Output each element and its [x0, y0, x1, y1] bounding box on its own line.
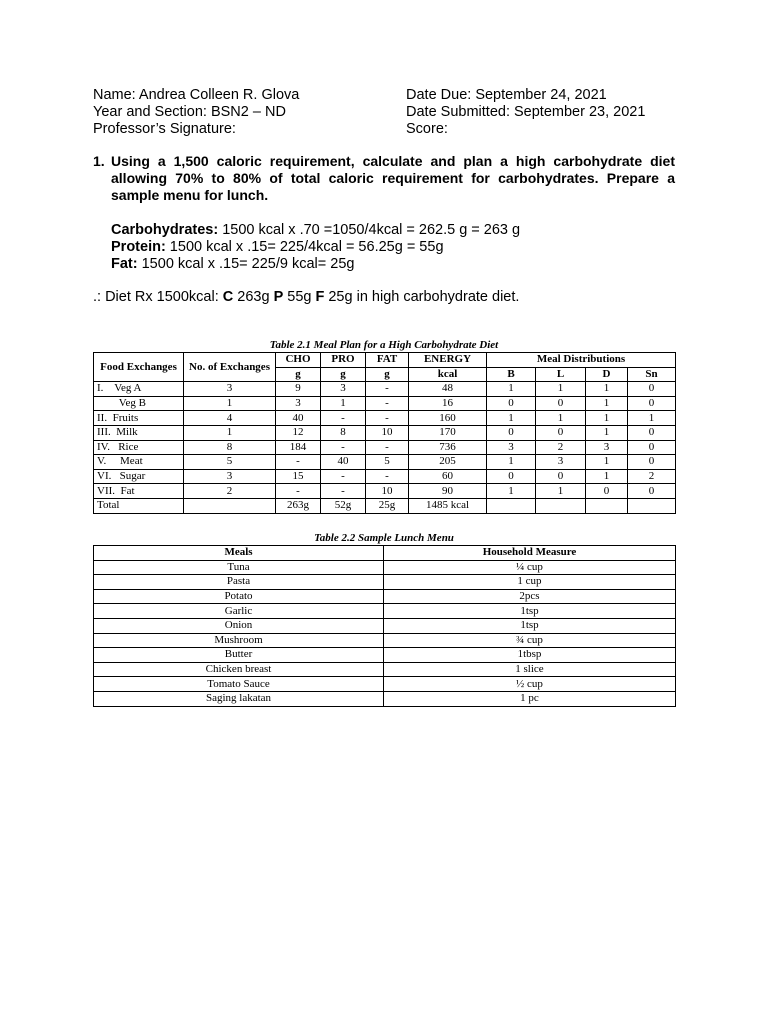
diet-rx-f-val: 25g in high carbohydrate diet. — [324, 289, 520, 305]
diet-rx-c-val: 263g — [233, 289, 274, 305]
cell-sn: 0 — [628, 484, 676, 499]
header-pro-unit: g — [321, 367, 366, 382]
cell-cho: 9 — [276, 382, 321, 397]
total-pro: 52g — [321, 498, 366, 513]
cell-energy: 90 — [409, 484, 487, 499]
cell-meal: Chicken breast — [94, 662, 384, 677]
cell-l: 0 — [536, 396, 586, 411]
year-section: Year and Section: BSN2 – ND — [93, 104, 286, 120]
table-row — [94, 484, 676, 499]
cell-meal: Butter — [94, 648, 384, 663]
diet-rx-p: P — [273, 289, 284, 305]
header-food-exchanges: Food Exchanges — [94, 353, 184, 382]
student-info — [93, 87, 299, 138]
header-l: L — [536, 367, 586, 382]
cell-pro: - — [321, 469, 366, 484]
header-pro: PRO — [321, 353, 366, 368]
header-household-measure: Household Measure — [384, 546, 676, 561]
cell-l: 2 — [536, 440, 586, 455]
cell-fat: - — [366, 382, 409, 397]
table1-caption: Table 2.1 Meal Plan for a High Carbohydrate Diet — [269, 339, 499, 351]
cell-measure: ½ cup — [384, 677, 676, 692]
cell-pro: 8 — [321, 425, 366, 440]
table-row — [94, 455, 676, 470]
header-fat: FAT — [366, 353, 409, 368]
student-name: Name: Andrea Colleen R. Glova — [93, 87, 300, 103]
score: Score: — [406, 121, 448, 137]
cell-no: 8 — [184, 440, 276, 455]
cell-meal: Mushroom — [94, 633, 384, 648]
cell-sn: 0 — [628, 425, 676, 440]
total-label: Total — [94, 498, 184, 513]
cell-pro: - — [321, 440, 366, 455]
cell-b: 0 — [487, 425, 536, 440]
cell-measure: 1 pc — [384, 691, 676, 706]
cell-cho: 15 — [276, 469, 321, 484]
cell-energy: 160 — [409, 411, 487, 426]
cell-pro: 40 — [321, 455, 366, 470]
cell-food: Veg B — [94, 396, 184, 411]
cell-sn: 0 — [628, 440, 676, 455]
cell-d: 1 — [586, 455, 628, 470]
carb-value: 1500 kcal x .70 =1050/4kcal = 262.5 g = 263 g — [218, 222, 521, 238]
cell-d: 1 — [586, 382, 628, 397]
diet-rx-c: C — [222, 289, 234, 305]
date-submitted: Date Submitted: September 23, 2021 — [406, 104, 646, 120]
header-sn: Sn — [628, 367, 676, 382]
cell-fat: 5 — [366, 455, 409, 470]
cell-fat: 10 — [366, 425, 409, 440]
cell-b: 1 — [487, 411, 536, 426]
cell-energy: 205 — [409, 455, 487, 470]
cell-no: 1 — [184, 396, 276, 411]
cell-l: 1 — [536, 484, 586, 499]
total-d — [586, 498, 628, 513]
cell-meal: Onion — [94, 618, 384, 633]
cell-b: 3 — [487, 440, 536, 455]
cell-food: VI. Sugar — [94, 469, 184, 484]
cell-food: II. Fruits — [94, 411, 184, 426]
header-b: B — [487, 367, 536, 382]
diet-rx-prefix: .: Diet Rx 1500kcal: — [93, 289, 223, 305]
table-row — [94, 425, 676, 440]
carb-label: Carbohydrates: — [111, 222, 219, 238]
cell-meal: Tomato Sauce — [94, 677, 384, 692]
cell-food: IV. Rice — [94, 440, 184, 455]
table-row — [94, 560, 676, 575]
total-l — [536, 498, 586, 513]
cell-d: 1 — [586, 411, 628, 426]
diet-rx-p-val: 55g — [283, 289, 316, 305]
table-row — [94, 618, 676, 633]
fat-calc — [111, 256, 520, 273]
question-number: 1. — [93, 153, 105, 169]
cell-b: 1 — [487, 484, 536, 499]
cell-cho: 3 — [276, 396, 321, 411]
cell-measure: 1tsp — [384, 604, 676, 619]
cell-pro: - — [321, 484, 366, 499]
total-fat: 25g — [366, 498, 409, 513]
table-row — [94, 589, 676, 604]
cell-measure: 2pcs — [384, 589, 676, 604]
cell-cho: 40 — [276, 411, 321, 426]
cell-food: VII. Fat — [94, 484, 184, 499]
cell-energy: 60 — [409, 469, 487, 484]
table-row — [94, 411, 676, 426]
cell-pro: 1 — [321, 396, 366, 411]
cell-d: 1 — [586, 425, 628, 440]
professor-signature: Professor’s Signature: — [93, 121, 236, 137]
meal-plan-table — [93, 352, 676, 514]
cell-b: 1 — [487, 455, 536, 470]
table-row — [94, 633, 676, 648]
diet-rx-f: F — [315, 289, 325, 305]
protein-label: Protein: — [111, 239, 166, 255]
table-row — [94, 648, 676, 663]
header-cho-unit: g — [276, 367, 321, 382]
cell-cho: - — [276, 455, 321, 470]
cell-measure: 1tbsp — [384, 648, 676, 663]
table-row — [94, 662, 676, 677]
cell-sn: 0 — [628, 396, 676, 411]
table-row — [94, 575, 676, 590]
cell-no: 1 — [184, 425, 276, 440]
cell-d: 1 — [586, 469, 628, 484]
protein-calc — [111, 239, 520, 256]
cell-measure: ¼ cup — [384, 560, 676, 575]
lunch-menu-table — [93, 545, 676, 707]
cell-l: 1 — [536, 411, 586, 426]
cell-b: 1 — [487, 382, 536, 397]
header-no-exchanges: No. of Exchanges — [184, 353, 276, 382]
submission-info — [406, 87, 645, 138]
header-cho: CHO — [276, 353, 321, 368]
cell-fat: - — [366, 396, 409, 411]
cell-energy: 16 — [409, 396, 487, 411]
cell-b: 0 — [487, 469, 536, 484]
cell-measure: 1 cup — [384, 575, 676, 590]
diet-rx — [93, 289, 519, 306]
carb-calc — [111, 222, 520, 239]
cell-pro: - — [321, 411, 366, 426]
protein-value: 1500 kcal x .15= 225/4kcal = 56.25g = 55g — [165, 239, 444, 255]
table2-caption: Table 2.2 Sample Lunch Menu — [314, 532, 454, 544]
header-meal-distributions: Meal Distributions — [487, 353, 676, 368]
cell-no: 2 — [184, 484, 276, 499]
cell-l: 1 — [536, 382, 586, 397]
cell-energy: 170 — [409, 425, 487, 440]
cell-fat: - — [366, 469, 409, 484]
cell-fat: - — [366, 440, 409, 455]
cell-measure: ¾ cup — [384, 633, 676, 648]
table-row — [94, 691, 676, 706]
cell-l: 0 — [536, 469, 586, 484]
date-due: Date Due: September 24, 2021 — [406, 87, 607, 103]
cell-no: 5 — [184, 455, 276, 470]
cell-no: 4 — [184, 411, 276, 426]
question-text: Using a 1,500 caloric requirement, calculate and plan a high carbohydrate diet allowing 70% to 80% of total caloric requirement for carbohydrates. Prepare a sample menu for lunch. — [111, 153, 675, 203]
cell-sn: 2 — [628, 469, 676, 484]
cell-meal: Saging lakatan — [94, 691, 384, 706]
cell-d: 0 — [586, 484, 628, 499]
table-row — [94, 604, 676, 619]
cell-d: 1 — [586, 396, 628, 411]
table-row — [94, 396, 676, 411]
total-b — [487, 498, 536, 513]
cell-l: 0 — [536, 425, 586, 440]
cell-cho: - — [276, 484, 321, 499]
header-energy-unit: kcal — [409, 367, 487, 382]
cell-b: 0 — [487, 396, 536, 411]
total-row — [94, 498, 676, 513]
cell-energy: 736 — [409, 440, 487, 455]
cell-sn: 0 — [628, 455, 676, 470]
cell-meal: Pasta — [94, 575, 384, 590]
cell-sn: 1 — [628, 411, 676, 426]
question-1 — [93, 153, 675, 204]
cell-pro: 3 — [321, 382, 366, 397]
cell-fat: 10 — [366, 484, 409, 499]
cell-food: III. Milk — [94, 425, 184, 440]
cell-no: 3 — [184, 469, 276, 484]
cell-food: V. Meat — [94, 455, 184, 470]
cell-sn: 0 — [628, 382, 676, 397]
table-row — [94, 382, 676, 397]
cell-meal: Potato — [94, 589, 384, 604]
total-energy: 1485 kcal — [409, 498, 487, 513]
cell-no: 3 — [184, 382, 276, 397]
table-row — [94, 677, 676, 692]
table-row — [94, 469, 676, 484]
cell-meal: Tuna — [94, 560, 384, 575]
fat-value: 1500 kcal x .15= 225/9 kcal= 25g — [137, 256, 355, 272]
cell-meal: Garlic — [94, 604, 384, 619]
header-d: D — [586, 367, 628, 382]
header-fat-unit: g — [366, 367, 409, 382]
cell-fat: - — [366, 411, 409, 426]
cell-d: 3 — [586, 440, 628, 455]
total-sn — [628, 498, 676, 513]
header-energy: ENERGY — [409, 353, 487, 368]
cell-cho: 184 — [276, 440, 321, 455]
header-meals: Meals — [94, 546, 384, 561]
cell-l: 3 — [536, 455, 586, 470]
cell-food: I. Veg A — [94, 382, 184, 397]
table-row — [94, 440, 676, 455]
calculations — [111, 222, 520, 273]
cell-energy: 48 — [409, 382, 487, 397]
total-cho: 263g — [276, 498, 321, 513]
total-no — [184, 498, 276, 513]
cell-measure: 1tsp — [384, 618, 676, 633]
fat-label: Fat: — [111, 256, 138, 272]
cell-measure: 1 slice — [384, 662, 676, 677]
cell-cho: 12 — [276, 425, 321, 440]
